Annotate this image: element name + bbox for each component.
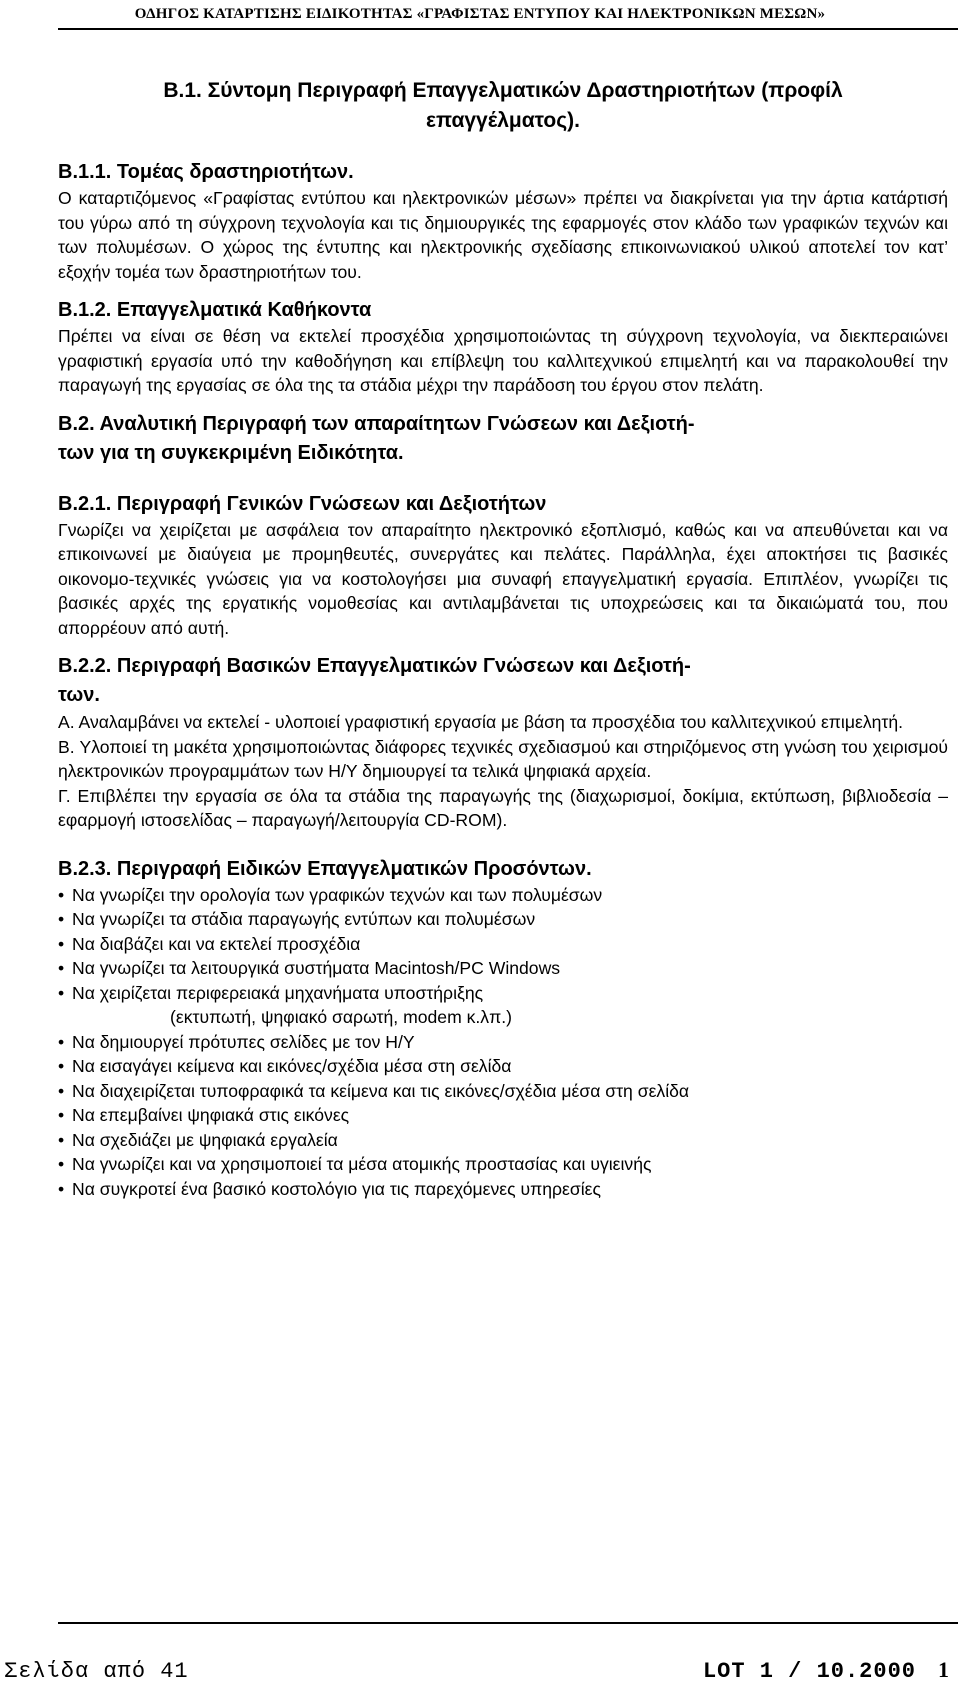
bullet-icon: • xyxy=(58,958,65,978)
document-body xyxy=(58,76,948,1201)
section-b12-title: Β.1.2. Επαγγελματικά Καθήκοντα xyxy=(58,299,372,321)
list-item: • Να διαβάζει και να εκτελεί προσχέδια xyxy=(58,932,948,957)
document-header: ΟΔΗΓΟΣ ΚΑΤΑΡΤΙΣΗΣ ΕΙΔΙΚΟΤΗΤΑΣ «ΓΡΑΦΙΣΤΑΣ ΕΝΤΥΠΟΥ ΚΑΙ ΗΛΕΚΤΡΟΝΙΚΩΝ ΜΕΣΩΝ» xyxy=(134,6,826,22)
section-b2-title-line2: των για τη συγκεκριμένη Ειδικότητα. xyxy=(58,441,404,464)
bullet-icon: • xyxy=(58,884,65,905)
list-item: • Να εισαγάγει κείμενα και εικόνες/σχέδια μέσα στη σελίδα xyxy=(58,1054,948,1079)
document-footer xyxy=(0,1648,960,1684)
bullet-icon: • xyxy=(58,1031,65,1052)
bullet-icon: • xyxy=(58,982,65,1003)
section-b22-title-line2: των. xyxy=(58,684,100,706)
section-b21-text: Γνωρίζει να χειρίζεται με ασφάλεια τον απαραίτητο ηλεκτρονικό εξοπλισμό, καθώς και να απευθύνεται και να επικοινωνεί με διαύγεια με προμηθευτές, συνεργάτες και πελάτες. Παράλληλα, έχει αποκτήσει τις βασικές οικονομο-τεχνικές γνώσεις για να κοστολογήσει μια συναφή επαγγελματική εργασία. Επιπλέον, γνωρίζει τις βασικές αρχές της εργατικής νομοθεσίας και αντιλαμβάνεται τις υποχρεώσεις και τα δικαιώματά του, που απορρέουν από αυτή. xyxy=(58,519,948,638)
list-item: • Να γνωρίζει την ορολογία των γραφικών τεχνών και των πολυμέσων xyxy=(58,883,948,908)
list-item: • Να δημιουργεί πρότυπες σελίδες με τον Η/Υ xyxy=(58,1030,948,1055)
list-item: • Να σχεδιάζει με ψηφιακά εργαλεία xyxy=(58,1128,948,1153)
footer-rule xyxy=(58,1622,958,1624)
list-item: • Να γνωρίζει και να χρησιμοποιεί τα μέσα ατομικής προστασίας και υγιεινής xyxy=(58,1152,948,1177)
section-b22-item-a: Α. Αναλαμβάνει να εκτελεί - υλοποιεί γραφιστική εργασία με βάση τα προσχέδια του καλλιτεχνικού επιμελητή. xyxy=(58,712,904,732)
section-b1-title-line2: επαγγέλματος). xyxy=(425,109,580,132)
list-item-continuation: (εκτυπωτή, ψηφιακό σαρωτή, modem κ.λπ.) xyxy=(170,1007,512,1027)
section-b1-title-line1: Β.1. Σύντομη Περιγραφή Επαγγελματικών Δραστηριοτήτων (προφίλ xyxy=(163,79,843,102)
bullet-icon: • xyxy=(58,909,65,929)
bullet-icon: • xyxy=(58,1178,65,1199)
bullet-icon: • xyxy=(58,1105,65,1125)
bullet-icon: • xyxy=(58,1080,65,1101)
page-count-label: Σελίδα από 41 xyxy=(4,1659,189,1684)
section-b11-title: Β.1.1. Τομέας δραστηριοτήτων. xyxy=(58,161,354,183)
page-number: 1 xyxy=(938,1657,950,1682)
lot-label: LOT 1 / 10.2000 1 xyxy=(702,1657,950,1684)
section-b22-item-b: Β. Υλοποιεί τη μακέτα χρησιμοποιώντας διάφορες τεχνικές σχεδιασμού και στηριζόμενος στη γνώση του χειρισμού ηλεκτρονικών προγραμμάτων των Η/Υ δημιουργεί τα τελικά ψηφιακά αρχεία. xyxy=(58,736,948,781)
section-b22-title xyxy=(58,652,948,710)
section-b2-title-line1: Β.2. Αναλυτική Περιγραφή των απαραίτητων Γνώσεων και Δεξιοτή- xyxy=(58,412,695,435)
bullet-icon: • xyxy=(58,1129,65,1150)
section-b2-title xyxy=(58,410,948,468)
list-item: • Να διαχειρίζεται τυποφραφικά τα κείμενα και τις εικόνες/σχέδια μέσα στη σελίδα xyxy=(58,1079,948,1104)
list-item: • Να επεμβαίνει ψηφιακά στις εικόνες xyxy=(58,1103,948,1128)
skills-list xyxy=(58,883,948,1202)
section-b21-title: Β.2.1. Περιγραφή Γενικών Γνώσεων και Δεξιοτήτων xyxy=(58,492,547,515)
bullet-icon: • xyxy=(58,1056,65,1076)
section-b22-title-line1: Β.2.2. Περιγραφή Βασικών Επαγγελματικών Γνώσεων και Δεξιοτή- xyxy=(58,655,691,677)
list-item: • Να γνωρίζει τα λειτουργικά συστήματα Macintosh/PC Windows xyxy=(58,956,948,981)
bullet-icon: • xyxy=(58,1154,65,1174)
bullet-icon: • xyxy=(58,933,65,954)
section-b22-item-c: Γ. Επιβλέπει την εργασία σε όλα τα στάδια της παραγωγής της (διαχωρισμοί, δοκίμια, εκτύπωση, βιβλιοδεσία – εφαρμογή ιστοσελίδας – παραγωγή/λειτουργία CD-ROM). xyxy=(58,785,948,830)
header-rule xyxy=(58,28,958,30)
list-item: • Να συγκροτεί ένα βασικό κοστολόγιο για τις παρεχόμενες υπηρεσίες xyxy=(58,1177,948,1202)
section-b12-text: Πρέπει να είναι σε θέση να εκτελεί προσχέδια χρησιμοποιώντας τη σύγχρονη τεχνολογία, να διεκπεραιώνει γραφιστική εργασία υπό την καθοδήγηση και επίβλεψη του καλλιτεχνικού επιμελητή και να παρακολουθεί την παραγωγή της εργασίας σε όλα της τα στάδια μέχρι την παράδοση του έργου στον πελάτη. xyxy=(58,326,948,395)
section-b1-title xyxy=(58,76,948,136)
section-b23-title: Β.2.3. Περιγραφή Ειδικών Επαγγελματικών Προσόντων. xyxy=(58,857,592,880)
list-item: • Να χειρίζεται περιφερειακά μηχανήματα υποστήριξης xyxy=(58,981,948,1006)
section-b11-text: Ο καταρτιζόμενος «Γραφίστας εντύπου και ηλεκτρονικών μέσων» πρέπει να διακρίνεται για την άρτια κατάρτισή του γύρω από τη σύγχρονη τεχνολογία και τις δημιουργικές της εφαρμογές στον κλάδο των γραφικών τεχνών και των πολυμέσων. Ο χώρος της έντυπης και ηλεκτρονικής σχεδίασης επικοινωνιακού υλικού αποτελεί τον κατ’ εξοχήν τομέα των δραστηριοτήτων του. xyxy=(58,188,948,282)
list-item: • Να γνωρίζει τα στάδια παραγωγής εντύπων και πολυμέσων xyxy=(58,907,948,932)
